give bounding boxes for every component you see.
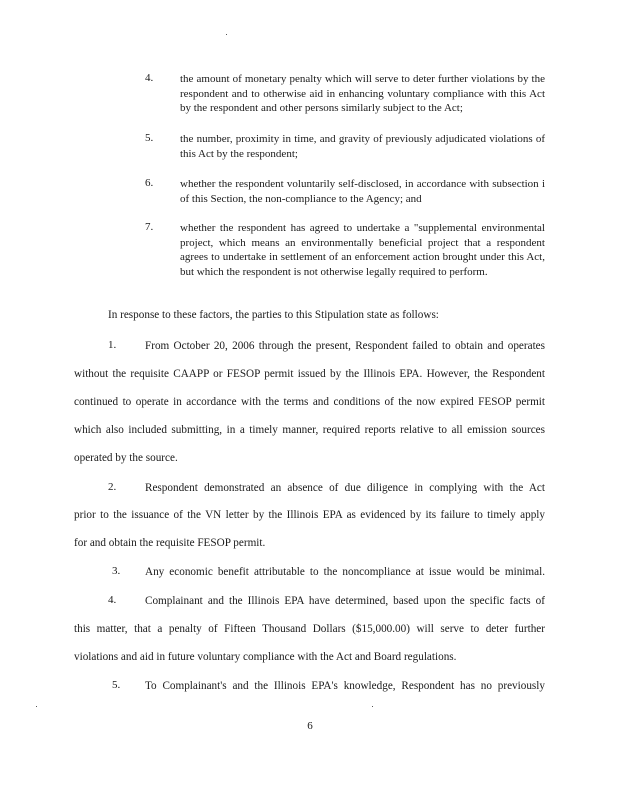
page-number: 6 bbox=[307, 720, 313, 732]
item-number: 7. bbox=[145, 221, 154, 233]
paragraph-line: for and obtain the requisite FESOP permit. bbox=[74, 537, 266, 549]
paragraph-number: 3. bbox=[112, 565, 121, 577]
paragraph-line: which also included submitting, in a timely manner, required reports relative to all emission sources bbox=[74, 424, 545, 436]
scan-speck bbox=[372, 706, 373, 707]
paragraph-line: operated by the source. bbox=[74, 452, 178, 464]
item-number: 5. bbox=[145, 132, 154, 144]
paragraph-line: continued to operate in accordance with the terms and conditions of the now expired FESOP permit bbox=[74, 396, 545, 408]
item-text: whether the respondent has agreed to undertake a "supplemental environmental project, which means an environmentally beneficial project that a respondent agrees to undertake in settlement of an enforcement action brought under this Act, but which the respondent is not otherwise legally required to perform. bbox=[180, 222, 545, 278]
item-text: whether the respondent voluntarily self-disclosed, in accordance with subsection i of this Section, the non-compliance to the Agency; and bbox=[180, 178, 545, 205]
paragraph-line: without the requisite CAAPP or FESOP permit issued by the Illinois EPA. However, the Respondent bbox=[74, 368, 545, 380]
paragraph-line: Complainant and the Illinois EPA have determined, based upon the specific facts of bbox=[145, 595, 545, 607]
paragraph-line: Any economic benefit attributable to the noncompliance at issue would be minimal. bbox=[145, 566, 545, 578]
item-text: the number, proximity in time, and gravity of previously adjudicated violations of this Act by the respondent; bbox=[180, 133, 545, 160]
item-number: 4. bbox=[145, 72, 154, 84]
paragraph-line: Respondent demonstrated an absence of due diligence in complying with the Act bbox=[145, 482, 545, 494]
paragraph-number: 4. bbox=[108, 594, 117, 606]
paragraph-line: From October 20, 2006 through the present, Respondent failed to obtain and operates bbox=[145, 340, 545, 352]
paragraph-line: violations and aid in future voluntary compliance with the Act and Board regulations. bbox=[74, 651, 457, 663]
paragraph-number: 2. bbox=[108, 481, 117, 493]
item-number: 6. bbox=[145, 177, 154, 189]
scan-speck bbox=[36, 706, 37, 707]
paragraph-line: To Complainant's and the Illinois EPA's knowledge, Respondent has no previously bbox=[145, 680, 545, 692]
item-text: the amount of monetary penalty which will serve to deter further violations by the respondent and to otherwise aid in enhancing voluntary compliance with this Act by the respondent and other persons similarly subject to the Act; bbox=[180, 73, 545, 114]
intro-sentence: In response to these factors, the parties to this Stipulation state as follows: bbox=[108, 309, 439, 321]
scan-speck bbox=[226, 34, 227, 35]
paragraph-line: this matter, that a penalty of Fifteen Thousand Dollars ($15,000.00) will serve to deter further bbox=[74, 623, 545, 635]
paragraph-line: prior to the issuance of the VN letter by the Illinois EPA as evidenced by its failure to timely apply bbox=[74, 509, 545, 521]
paragraph-number: 5. bbox=[112, 679, 121, 691]
paragraph-number: 1. bbox=[108, 339, 117, 351]
